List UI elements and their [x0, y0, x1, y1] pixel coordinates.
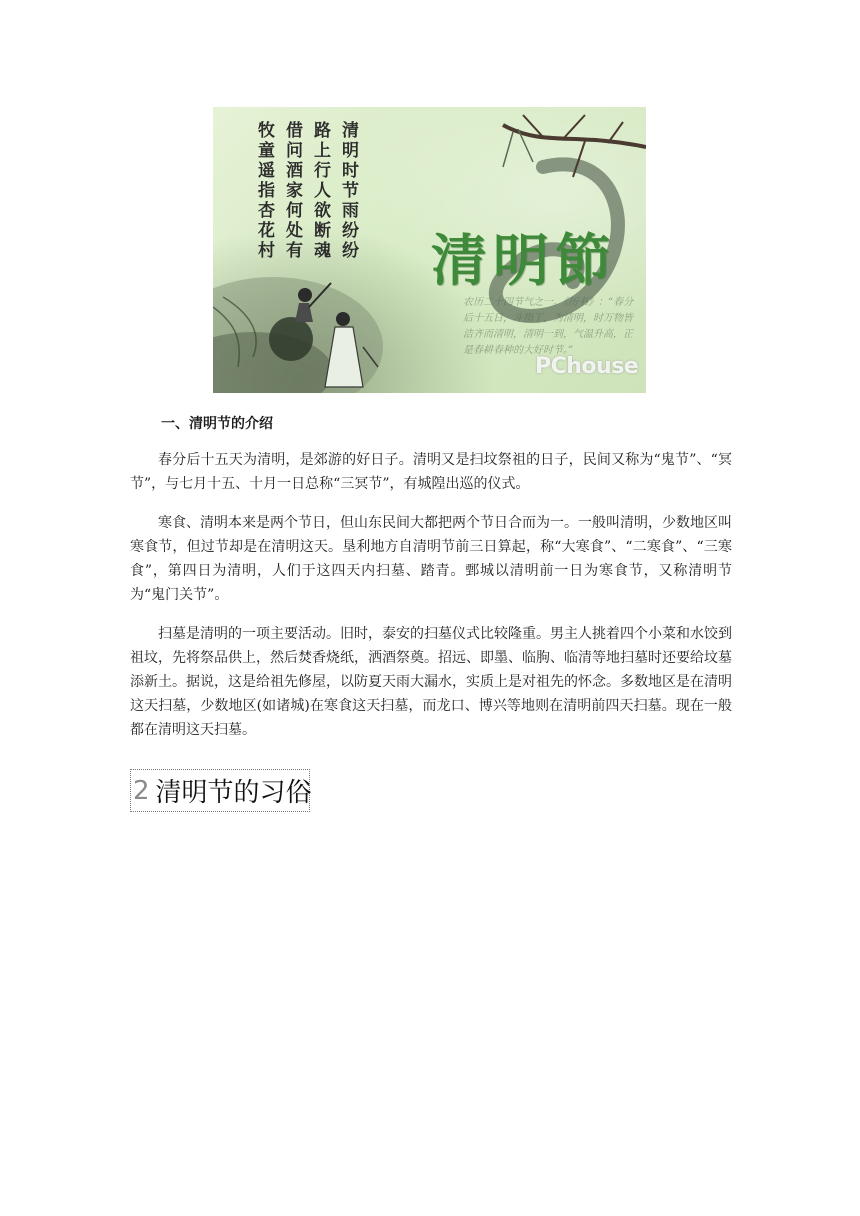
poem-line: 清明时节雨纷纷 [338, 121, 358, 261]
poem-verses [255, 121, 356, 261]
qingming-banner-image [213, 107, 646, 393]
paragraph: 春分后十五天为清明，是郊游的好日子。清明又是扫坟祭祖的日子，民间又称为“鬼节”、“冥节”，与七月十五、十月一日总称“三冥节”，有城隍出巡的仪式。 [130, 452, 732, 492]
banner-small-text: 农历二十四节气之一。《历书》：“春分后十五日，斗指丁，为清明，时万物皆洁齐而清明，清明一到，气温升高，正是春耕春种的大好时节。” [463, 297, 634, 356]
paragraph: 扫墓是清明的一项主要活动。旧时，泰安的扫墓仪式比较隆重。男主人挑着四个小菜和水饺到祖坟，先将祭品供上，然后焚香烧纸，洒酒祭奠。招远、即墨、临朐、临清等地扫墓时还要给坟墓添新土。据说，这是给祖先修屋，以防夏天雨大漏水，实质上是对祖先的怀念。多数地区是在清明这天扫墓，少数地区(如诸城)在寒食这天扫墓，而龙口、博兴等地则在清明前四天扫墓。现在一般都在清明这天扫墓。 [130, 626, 732, 738]
watermark-logo: PChouse [535, 354, 639, 379]
section-title-box [130, 769, 310, 812]
section-heading: 一、清明节的介绍 [161, 416, 273, 432]
poem-line: 借问酒家何处有 [282, 121, 302, 261]
poem-line: 路上行人欲断魂 [310, 121, 330, 261]
section-title: 清明节的习俗 [155, 778, 312, 808]
section-number: 2 [133, 775, 150, 806]
paragraph: 寒食、清明本来是两个节日，但山东民间大都把两个节日合而为一。一般叫清明，少数地区叫寒食节，但过节却是在清明这天。垦利地方自清明节前三日算起，称“大寒食”、“二寒食”、“三寒食”，第四日为清明，人们于这四天内扫墓、踏青。鄄城以清明前一日为寒食节，又称清明节为“鬼门关节”。 [130, 515, 732, 603]
poem-line: 牧童遥指杏花村 [254, 121, 274, 261]
banner-title: 清明節 [431, 228, 617, 294]
